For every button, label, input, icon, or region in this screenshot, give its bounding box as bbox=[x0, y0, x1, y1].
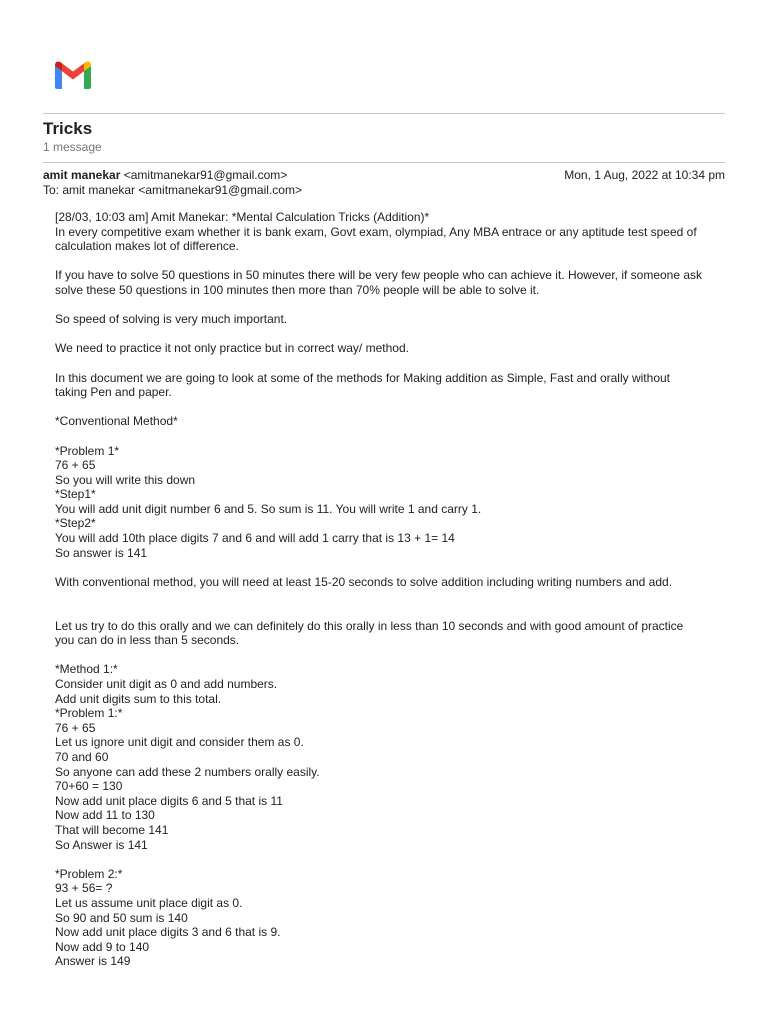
body-line: Now add 9 to 140 bbox=[55, 939, 150, 954]
body-line: You will add 10th place digits 7 and 6 and will add 1 carry that is 13 + 1= 14 bbox=[55, 531, 455, 546]
body-line bbox=[55, 298, 723, 313]
sender-line bbox=[43, 168, 287, 183]
body-line: *Step1* bbox=[55, 487, 96, 502]
body-line: taking Pen and paper. bbox=[55, 385, 172, 400]
body-line: Let us assume unit place digit as 0. bbox=[55, 895, 243, 910]
body-line: In this document we are going to look at some of the methods for Making addition as Simple, Fast and orally without bbox=[55, 370, 670, 385]
body-line: *Conventional Method* bbox=[55, 414, 178, 429]
body-line: Now add unit place digits 6 and 5 that is 11 bbox=[55, 793, 283, 808]
body-line bbox=[55, 429, 723, 444]
email-body bbox=[55, 210, 723, 969]
body-line: solve these 50 questions in 100 minutes then more than 70% people will be able to solve it. bbox=[55, 282, 540, 297]
sender-name[interactable]: amit manekar bbox=[43, 168, 121, 182]
body-line: In every competitive exam whether it is bank exam, Govt exam, olympiad, Any MBA entrace or any aptitude test speed of bbox=[55, 224, 697, 239]
body-line bbox=[55, 400, 723, 415]
body-line: You will add unit digit number 6 and 5. So sum is 11. You will write 1 and carry 1. bbox=[55, 501, 482, 516]
message-count: 1 message bbox=[43, 140, 102, 154]
subject-divider bbox=[43, 162, 725, 163]
body-line: Consider unit digit as 0 and add numbers. bbox=[55, 677, 278, 691]
body-line: With conventional method, you will need at least 15-20 seconds to solve addition including writing numbers and add. bbox=[55, 574, 673, 589]
body-line: That will become 141 bbox=[55, 822, 169, 837]
body-line: So Answer is 141 bbox=[55, 837, 148, 852]
body-line: So answer is 141 bbox=[55, 545, 148, 560]
body-line bbox=[55, 254, 723, 269]
body-line: 70 and 60 bbox=[55, 749, 109, 764]
body-line: *Method 1:* bbox=[55, 662, 118, 677]
body-line: 76 + 65 bbox=[55, 458, 96, 473]
sender-email[interactable]: <amitmanekar91@gmail.com> bbox=[123, 168, 288, 182]
body-line: We need to practice it not only practice but in correct way/ method. bbox=[55, 341, 409, 356]
body-line: Now add unit place digits 3 and 6 that is 9. bbox=[55, 925, 281, 940]
body-line: Let us ignore unit digit and consider them as 0. bbox=[55, 735, 304, 750]
body-line: Add unit digits sum to this total. bbox=[55, 691, 222, 706]
body-line bbox=[55, 648, 723, 663]
header-divider bbox=[43, 113, 725, 114]
body-line: So speed of solving is very much important. bbox=[55, 312, 288, 327]
body-line: So you will write this down bbox=[55, 472, 196, 487]
body-line: *Problem 1* bbox=[55, 443, 120, 458]
body-line: *Problem 2:* bbox=[55, 866, 123, 881]
body-line bbox=[55, 327, 723, 342]
body-line: Answer is 149 bbox=[55, 954, 131, 969]
body-line: 70+60 = 130 bbox=[55, 779, 123, 794]
body-line: *Step2* bbox=[55, 516, 96, 531]
body-line: calculation makes lot of difference. bbox=[55, 239, 239, 254]
body-line: Now add 11 to 130 bbox=[55, 808, 155, 823]
recipient-line: To: amit manekar <amitmanekar91@gmail.com> bbox=[43, 183, 302, 197]
body-line: *Problem 1:* bbox=[55, 706, 123, 721]
body-line bbox=[55, 852, 723, 867]
body-line bbox=[55, 604, 723, 619]
body-line bbox=[55, 589, 723, 604]
body-line: 76 + 65 bbox=[55, 720, 96, 735]
body-line: So 90 and 50 sum is 140 bbox=[55, 910, 188, 925]
email-subject: Tricks bbox=[43, 119, 93, 138]
gmail-logo-icon bbox=[52, 58, 94, 90]
body-line: you can do in less than 5 seconds. bbox=[55, 633, 240, 648]
sent-date: Mon, 1 Aug, 2022 at 10:34 pm bbox=[564, 168, 725, 182]
body-line: So anyone can add these 2 numbers orally easily. bbox=[55, 764, 320, 779]
body-line bbox=[55, 560, 723, 575]
body-line: Let us try to do this orally and we can definitely do this orally in less than 10 seconds and with good amount of practice bbox=[55, 618, 684, 633]
body-line: [28/03, 10:03 am] Amit Manekar: *Mental Calculation Tricks (Addition)* bbox=[55, 210, 430, 224]
body-line: If you have to solve 50 questions in 50 minutes there will be very few people who can achieve it. However, if someone ask bbox=[55, 268, 703, 283]
body-line bbox=[55, 356, 723, 371]
body-line: 93 + 56= ? bbox=[55, 881, 113, 896]
